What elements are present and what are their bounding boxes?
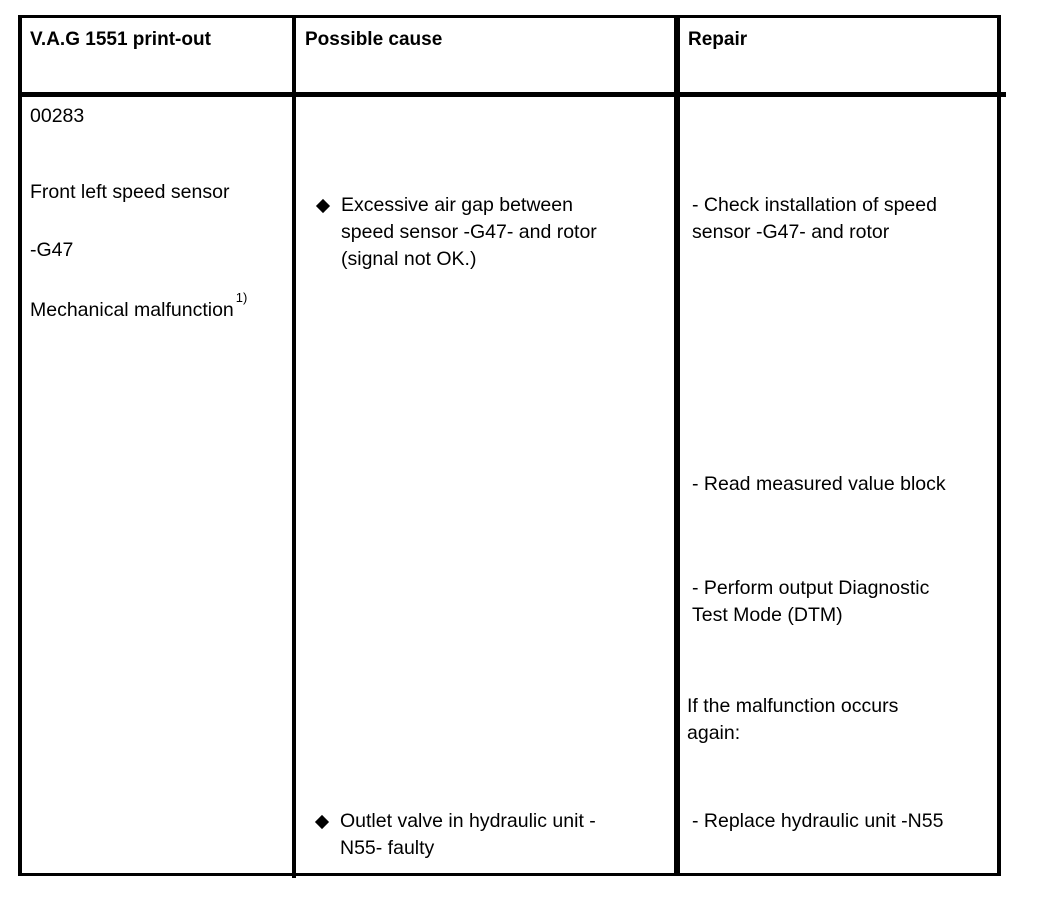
footnote-marker: 1) <box>235 289 248 305</box>
repair-1-line-2: sensor -G47- and rotor <box>692 221 890 243</box>
repair-4-line-1: If the malfunction occurs <box>687 695 899 717</box>
column-divider-1 <box>292 15 296 878</box>
repair-3-line-2: Test Mode (DTM) <box>692 604 843 626</box>
repair-2-line-1: - Read measured value block <box>692 473 946 495</box>
repair-3-line-1: - Perform output Diagnostic <box>692 577 930 599</box>
cause-1-line-3: (signal not OK.) <box>341 248 477 270</box>
header-repair: Repair <box>688 29 748 50</box>
fault-description-line-3 <box>30 289 248 324</box>
table-right-border <box>997 15 1001 876</box>
repair-4-line-2: again: <box>687 722 741 744</box>
cause-2-line-2: N55- faulty <box>340 837 435 859</box>
table-left-border <box>18 15 22 876</box>
table-bottom-border <box>19 873 1001 876</box>
header-printout: V.A.G 1551 print-out <box>30 29 211 50</box>
cause-1-line-2: speed sensor -G47- and rotor <box>341 221 597 243</box>
fault-code: 00283 <box>30 105 85 127</box>
cause-2-line-1: Outlet valve in hydraulic unit - <box>340 810 596 832</box>
repair-1-line-1: - Check installation of speed <box>692 194 937 216</box>
bullet-diamond-icon <box>316 199 330 213</box>
repair-5-line-1: - Replace hydraulic unit -N55 <box>692 810 944 832</box>
header-possible-cause: Possible cause <box>305 29 443 50</box>
bullet-diamond-icon <box>315 815 329 829</box>
fault-description-line-1: Front left speed sensor <box>30 181 230 203</box>
column-divider-2 <box>674 15 680 876</box>
cause-1-line-1: Excessive air gap between <box>341 194 573 216</box>
fault-description-line-2: -G47 <box>30 239 74 261</box>
header-divider <box>19 92 1006 97</box>
table-top-border <box>19 15 1001 18</box>
fault-type: Mechanical malfunction <box>30 299 234 321</box>
